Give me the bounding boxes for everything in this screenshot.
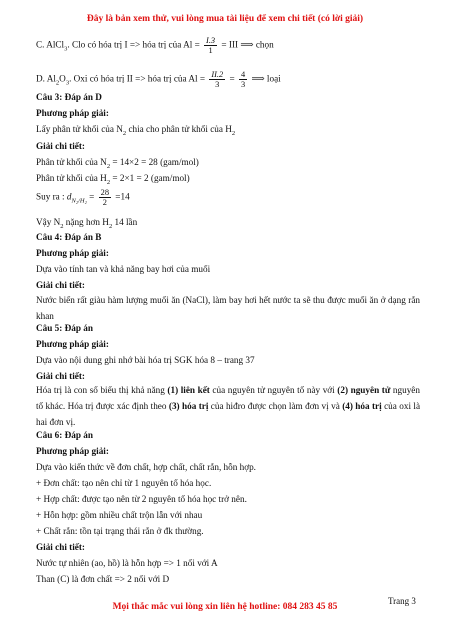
- q4-method-label: Phương pháp giải:: [36, 248, 109, 258]
- q3-heading: Câu 3: Đáp án D: [36, 92, 102, 102]
- hotline-footer: Mọi thắc mắc vui lòng xin liên hệ hotline: 084 283 45 85: [112, 602, 338, 612]
- q4-method-text: Dựa vào tính tan và khả năng bay hơi của muối: [36, 264, 211, 274]
- q3-result: Suy ra : $d_{N_2/H_2}$ = $\frac{28}{2}$ =14: [36, 188, 130, 207]
- q4-heading: Câu 4: Đáp án B: [36, 232, 102, 242]
- option-d-line: D. $Al_2O_3$. Oxi có hóa trị II => hóa trị của Al = $\frac{II.2}{3}$ = $\frac{4}{3}$ ⟹ loại: [36, 70, 281, 89]
- fraction-q3: $\frac{28}{2}$: [100, 188, 109, 207]
- q3-detail-label: Giải chi tiết:: [36, 141, 85, 151]
- option-c-line: C. AlCl$_3$. Clo có hóa trị I => hóa trị của Al = $\frac{I.3}{1}$ = III ⟹ chọn: [36, 36, 274, 55]
- q6-detail-2: Than (C) là đơn chất => 2 nối với D: [36, 574, 170, 584]
- q6-method-text-1: Dựa vào kiến thức về đơn chất, hợp chất, chất rắn, hỗn hợp.: [36, 462, 256, 472]
- fraction-d: $\frac{II.2}{3}$: [211, 70, 224, 89]
- q5-detail-text: Hóa trị là con số biểu thị khả năng (1) liên kết của nguyên tử nguyên tố này với (2) nguyên tử nguyên tố khác. Hóa trị được xác định theo (3) hóa trị của hiđro được chọn làm đơn vị và (4) hóa trị của oxi là hai đơn vị.: [36, 385, 421, 427]
- q5-heading: Câu 5: Đáp án: [36, 323, 93, 333]
- q3-method-text: Lấy phân tử khối của $N_2$ chia cho phân tử khối của $H_2$: [36, 124, 236, 137]
- q6-detail-label: Giải chi tiết:: [36, 542, 85, 552]
- q6-method-text-5: + Chất rắn: tồn tại trạng thái rắn ở đk thường.: [36, 526, 204, 536]
- q3-conclusion: Vậy $N_2$ nặng hơn $H_2$ 14 lần: [36, 217, 138, 230]
- q6-heading: Câu 6: Đáp án: [36, 430, 93, 440]
- q3-detail-1: Phân tử khối của $N_2 = 14\times 2 = 28$ (gam/mol): [36, 157, 199, 170]
- q4-detail-label: Giải chi tiết:: [36, 280, 85, 290]
- page-number: Trang 3: [388, 596, 416, 606]
- q6-detail-1: Nước tự nhiên (ao, hồ) là hỗn hợp => 1 nối với A: [36, 558, 218, 568]
- preview-banner: Đây là bản xem thử, vui lòng mua tài liệu để xem chi tiết (có lời giải): [86, 14, 364, 24]
- q6-method-text-2: + Đơn chất: tạo nên chỉ từ 1 nguyên tố hóa học.: [36, 478, 212, 488]
- q3-method-label: Phương pháp giải:: [36, 108, 109, 118]
- q6-method-text-4: + Hỗn hợp: gồm nhiều chất trộn lẫn với nhau: [36, 510, 203, 520]
- q4-detail-text: Nước biển rất giàu hàm lượng muối ăn (NaCl), làm bay hơi hết nước ta sẽ thu được muối ăn ở dạng rắn khan: [36, 295, 420, 321]
- q6-method-text-3: + Hợp chất: được tạo nên từ 2 nguyên tố hóa học trở nên.: [36, 494, 247, 504]
- q3-detail-2: Phân tử khối của $H_2 = 2\times 1 = 2$ (gam/mol): [36, 173, 190, 186]
- fraction-d2: $\frac{4}{3}$: [240, 70, 246, 89]
- q5-method-text: Dựa vào nội dung ghi nhớ bài hóa trị SGK hóa 8 – trang 37: [36, 355, 255, 365]
- fraction-c: $\frac{I.3}{1}$: [206, 36, 216, 55]
- q6-method-label: Phương pháp giải:: [36, 446, 109, 456]
- q5-detail-label: Giải chi tiết:: [36, 371, 85, 381]
- q5-method-label: Phương pháp giải:: [36, 339, 109, 349]
